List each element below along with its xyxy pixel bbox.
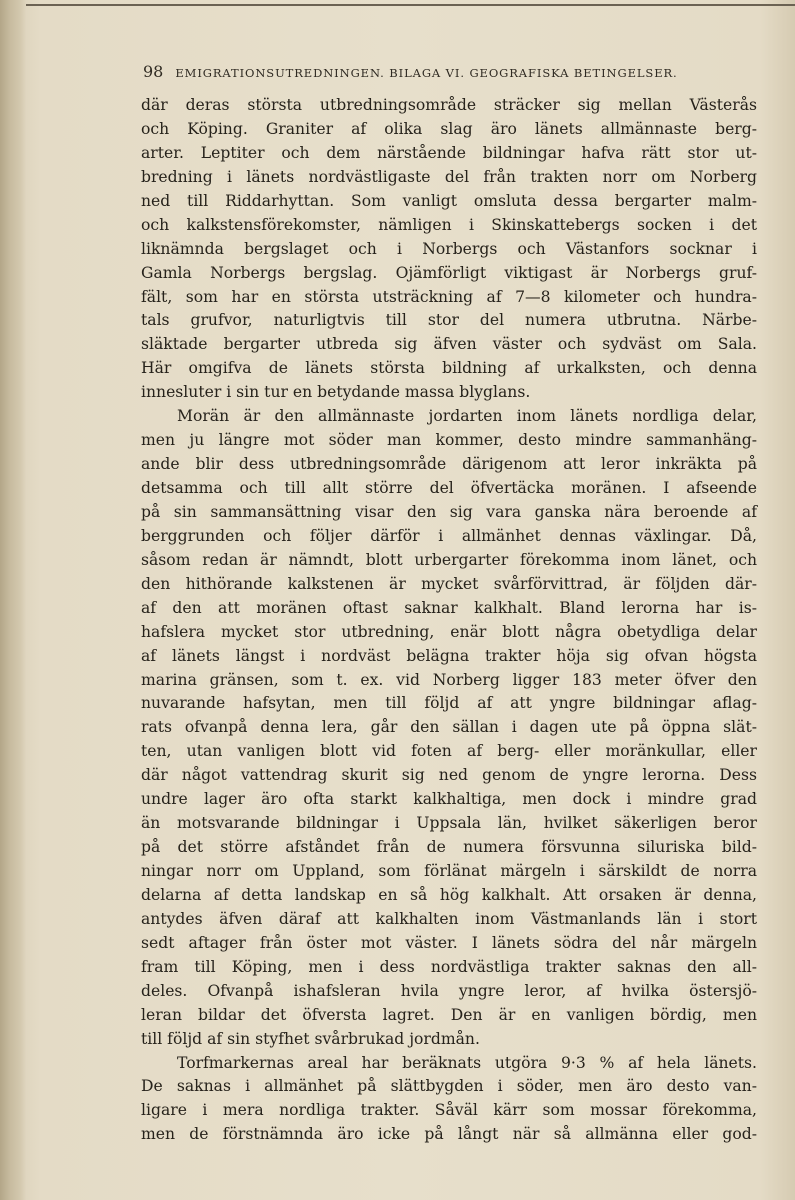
text-line: Gamla Norbergs bergslag. Ojämförligt viktigast är Norbergs gruf- (141, 263, 757, 282)
text-line: ned till Riddarhyttan. Som vanligt omsluta dessa bergarter malm- (141, 191, 757, 210)
text-line: ande blir dess utbredningsområde därigenom att leror inkräkta på (141, 455, 757, 474)
text-line: men de förstnämnda äro icke på långt när så allmänna eller god- (141, 1125, 757, 1144)
text-line: Torfmarkernas areal har beräknats utgöra 9·3 % af hela länets. (177, 1053, 757, 1072)
text-line: och kalkstensförekomster, nämligen i Skinskattebergs socken i det (141, 215, 757, 234)
text-line: ten, utan vanligen blott vid foten af berg- eller moränkullar, eller (141, 742, 757, 761)
text-line: leran bildar det öfversta lagret. Den är en vanligen bördig, men (141, 1005, 757, 1024)
text-line: innesluter i sin tur en betydande massa blyglans. (141, 383, 531, 402)
text-line: och Köping. Graniter af olika slag äro länets allmännaste berg- (141, 119, 757, 138)
body-text (141, 94, 757, 1147)
text-line: såsom redan är nämndt, blott urbergarter förekomma inom länet, och (141, 550, 757, 569)
text-line: undre lager äro ofta starkt kalkhaltiga, men dock i mindre grad (141, 790, 757, 809)
text-line: delarna af detta landskap en så hög kalkhalt. Att orsaken är denna, (141, 885, 757, 904)
text-line: antydes äfven däraf att kalkhalten inom Västmanlands län i stort (141, 909, 757, 928)
text-line: De saknas i allmänhet på slättbygden i söder, men äro desto van- (141, 1077, 757, 1096)
text-line: fram till Köping, men i dess nordvästliga trakter saknas den all- (141, 957, 757, 976)
text-line: Morän är den allmännaste jordarten inom länets nordliga delar, (177, 407, 757, 426)
text-line: fält, som har en största utsträckning af 7—8 kilometer och hundra- (141, 287, 757, 306)
text-line: nuvarande hafsytan, men till följd af att yngre bildningar aflag- (141, 694, 757, 713)
text-line: till följd af sin styfhet svårbrukad jordmån. (141, 1029, 480, 1048)
text-line: marina gränsen, som t. ex. vid Norberg ligger 183 meter öfver den (141, 670, 757, 689)
book-binding-edge (0, 0, 26, 1200)
text-line: tals grufvor, naturligtvis till stor del numera utbrutna. Närbe- (141, 311, 757, 330)
text-line: af den att moränen oftast saknar kalkhalt. Bland lerorna har is- (141, 598, 757, 617)
text-line: på sin sammansättning visar den sig vara ganska nära beroende af (141, 502, 757, 521)
text-line: detsamma och till allt större del öfvertäcka moränen. I afseende (141, 479, 757, 497)
text-line: af länets längst i nordväst belägna trakter höja sig ofvan högsta (141, 646, 757, 665)
text-line: där deras största utbredningsområde sträcker sig mellan Västerås (141, 96, 757, 114)
text-line: arter. Leptiter och dem närstående bildningar hafva rätt stor ut- (141, 143, 757, 162)
text-line: rats ofvanpå denna lera, går den sällan i dagen ute på öppna slät- (141, 718, 757, 737)
text-line: på det större afståndet från de numera försvunna siluriska bild- (141, 838, 757, 857)
text-line: liknämnda bergslaget och i Norbergs och Västanfors socknar i (141, 239, 757, 258)
text-line: sedt aftager från öster mot väster. I länets södra del når märgeln (141, 933, 757, 952)
text-line: ligare i mera nordliga trakter. Såväl kärr som mossar förekomma, (141, 1101, 757, 1120)
running-title: EMIGRATIONSUTREDNINGEN. BILAGA VI. GEOGRAFISKA BETINGELSER. (175, 66, 678, 80)
text-line: berggrunden och följer därför i allmänhet dennas växlingar. Då, (141, 526, 757, 545)
text-line: än motsvarande bildningar i Uppsala län, hvilket säkerligen beror (141, 814, 757, 833)
text-line: släktade bergarter utbreda sig äfven väster och sydväst om Sala. (141, 335, 757, 354)
page-header (143, 62, 755, 81)
page-number: 98 (143, 62, 164, 81)
text-line: men ju längre mot söder man kommer, desto mindre sammanhäng- (141, 431, 757, 450)
text-line: hafslera mycket stor utbredning, enär blott några obetydliga delar (141, 622, 757, 641)
text-line: den hithörande kalkstenen är mycket svårförvittrad, är följden där- (141, 574, 757, 593)
text-line: bredning i länets nordvästligaste del från trakten norr om Norberg (141, 167, 757, 186)
text-line: deles. Ofvanpå ishafsleran hvila yngre leror, af hvilka östersjö- (141, 981, 757, 1000)
text-line: där något vattendrag skurit sig ned genom de yngre lerorna. Dess (141, 766, 757, 785)
text-line: Här omgifva de länets största bildning af urkalksten, och denna (141, 359, 757, 378)
top-rule (26, 4, 795, 6)
text-line: ningar norr om Uppland, som förlänat märgeln i särskildt de norra (141, 862, 757, 880)
